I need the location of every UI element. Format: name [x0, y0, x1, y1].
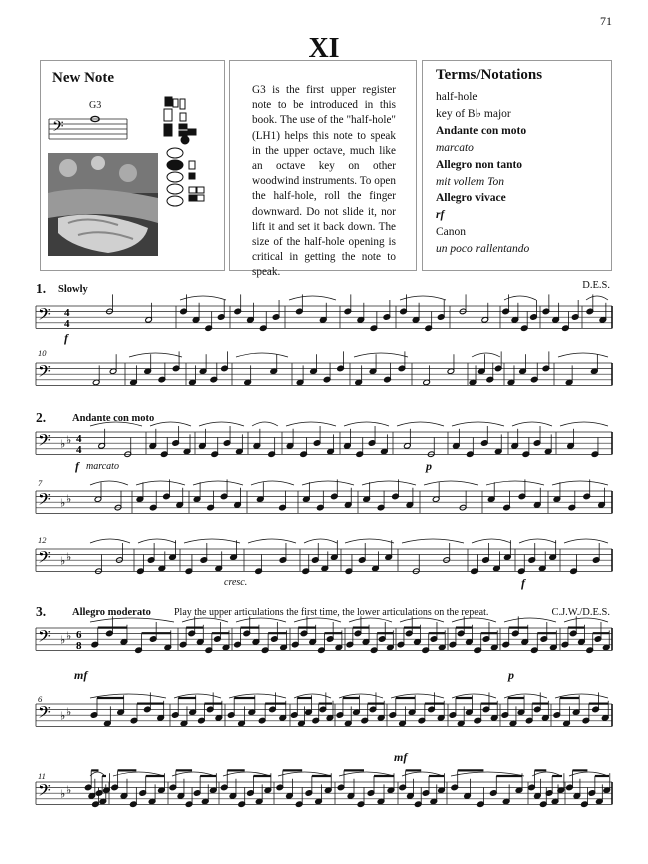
exercise-2-dynamic-f2: f	[521, 576, 525, 590]
slur	[560, 422, 608, 426]
slur	[248, 539, 296, 543]
measure-number: 11	[38, 771, 46, 781]
slur	[472, 353, 500, 357]
exercise-1-tempo: Slowly	[58, 284, 88, 295]
term-item: half-hole	[436, 91, 478, 103]
exercise-2-dynamic-p: p	[426, 459, 432, 473]
page-number: 71	[600, 14, 612, 28]
flat-icon: ♭	[66, 550, 72, 564]
slur	[150, 422, 191, 426]
slur	[512, 422, 552, 426]
slur	[354, 353, 408, 357]
bass-clef-icon: 𝄢	[38, 361, 51, 385]
slur	[193, 481, 243, 485]
time-signature: 4	[64, 318, 70, 330]
slur	[129, 353, 182, 357]
bass-clef-icon: 𝄢	[38, 702, 51, 726]
slur	[397, 422, 444, 426]
slur	[486, 481, 544, 485]
terms-heading: Terms/Notations	[436, 67, 543, 83]
bass-clef-icon: 𝄢	[38, 547, 51, 571]
exercise-3-attribution: C.J.W./D.E.S.	[551, 607, 610, 618]
slur	[504, 618, 556, 622]
measure-number: 10	[38, 348, 47, 358]
term-item: Andante con moto	[436, 124, 527, 137]
term-item: Allegro vivace	[436, 192, 506, 205]
new-note-heading: New Note	[52, 70, 115, 86]
exercise-2-marcato: marcato	[86, 461, 119, 472]
exercise-2-dynamic-f: f	[75, 459, 79, 473]
exercise-1-dynamic: f	[64, 331, 68, 345]
slur	[558, 353, 608, 357]
flat-icon: ♭	[66, 433, 72, 447]
new-note-name: G3	[89, 100, 102, 111]
exercise-3-dynamic-mf: mf	[74, 668, 88, 682]
exercise-2-cresc: cresc.	[224, 577, 248, 588]
slur	[184, 539, 240, 543]
measure-number: 6	[38, 694, 43, 704]
flat-icon: ♭	[60, 633, 66, 647]
slur	[90, 422, 142, 426]
slur	[289, 296, 336, 300]
time-signature: 4	[76, 444, 82, 456]
slur	[344, 422, 389, 426]
time-signature: 4	[64, 307, 70, 319]
bass-clef-icon: 𝄢	[38, 430, 51, 454]
slur	[362, 481, 416, 485]
time-signature: 8	[76, 640, 82, 652]
slur	[552, 481, 608, 485]
term-item: marcato	[436, 141, 474, 154]
slur	[400, 618, 444, 622]
slur	[182, 618, 228, 622]
flat-icon: ♭	[66, 629, 72, 643]
slur	[199, 422, 244, 426]
slur	[519, 539, 556, 543]
exercise-3-number: 3.	[36, 604, 47, 619]
bass-clef-icon: 𝄢	[38, 489, 51, 513]
flat-icon: ♭	[60, 787, 66, 801]
exercise-3-dynamic-p: p	[508, 668, 514, 682]
slur	[236, 618, 286, 622]
bass-clef-icon: 𝄢	[38, 780, 51, 804]
exercise-3-tempo: Allegro moderato	[72, 607, 151, 618]
lesson-title: XI	[308, 33, 340, 64]
time-signature: 4	[76, 433, 82, 445]
bass-clef-icon: 𝄢	[38, 626, 51, 650]
slur	[251, 481, 294, 485]
slur	[424, 481, 478, 485]
slur	[286, 422, 336, 426]
flat-icon: ♭	[66, 492, 72, 506]
slur	[138, 539, 176, 543]
slur	[90, 481, 128, 485]
flat-icon: ♭	[66, 705, 72, 719]
term-item: Canon	[436, 226, 467, 239]
slur	[349, 618, 392, 622]
measure-number: 7	[38, 478, 43, 488]
exercise-1-attribution: D.E.S.	[582, 280, 610, 291]
exercise-2-tempo: Andante con moto	[72, 413, 155, 424]
slur	[236, 353, 288, 357]
term-item: key of B♭ major	[436, 107, 511, 120]
exercise-1-number: 1.	[36, 281, 47, 296]
exercise-3-instruction: Play the upper articulations the first time, the lower articulations on the repeat.	[174, 607, 489, 618]
flat-icon: ♭	[60, 709, 66, 723]
slur	[345, 539, 394, 543]
slur	[452, 422, 504, 426]
flat-icon: ♭	[60, 437, 66, 451]
bass-clef-icon: 𝄢	[38, 304, 51, 328]
slur	[252, 422, 278, 426]
slur	[302, 481, 354, 485]
slur	[90, 539, 130, 543]
term-item: mit vollem Ton	[436, 175, 504, 188]
measure-number: 12	[38, 535, 47, 545]
slur	[304, 539, 337, 543]
bass-clef-icon: 𝄢	[52, 118, 64, 139]
slur	[452, 618, 496, 622]
slur	[90, 618, 174, 622]
slur	[586, 296, 608, 300]
term-item: Allegro non tanto	[436, 158, 523, 171]
slur	[472, 539, 511, 543]
slur	[294, 618, 341, 622]
slur	[564, 539, 608, 543]
time-signature: 6	[76, 629, 82, 641]
slur	[564, 618, 608, 622]
exercise-2-number: 2.	[36, 410, 47, 425]
flat-icon: ♭	[60, 554, 66, 568]
term-item: rf	[436, 209, 445, 222]
term-item: un poco rallentando	[436, 243, 530, 256]
description-text: G3 is the first upper register note to be introduced in this book. The use of the "half-hole" (LH1) helps this note to speak in the upper octave, much like an octave key on other woodwind instruments. To open the half-hole, roll the finger downward. Do not slide it, nor lift it and set it back down. The size of the half-hole opening is critical in getting the note to speak.	[252, 84, 396, 279]
exercise-3-dynamic-mf2: mf	[394, 750, 408, 764]
slur	[402, 539, 464, 543]
flat-icon: ♭	[60, 496, 66, 510]
flat-icon: ♭	[66, 783, 72, 797]
